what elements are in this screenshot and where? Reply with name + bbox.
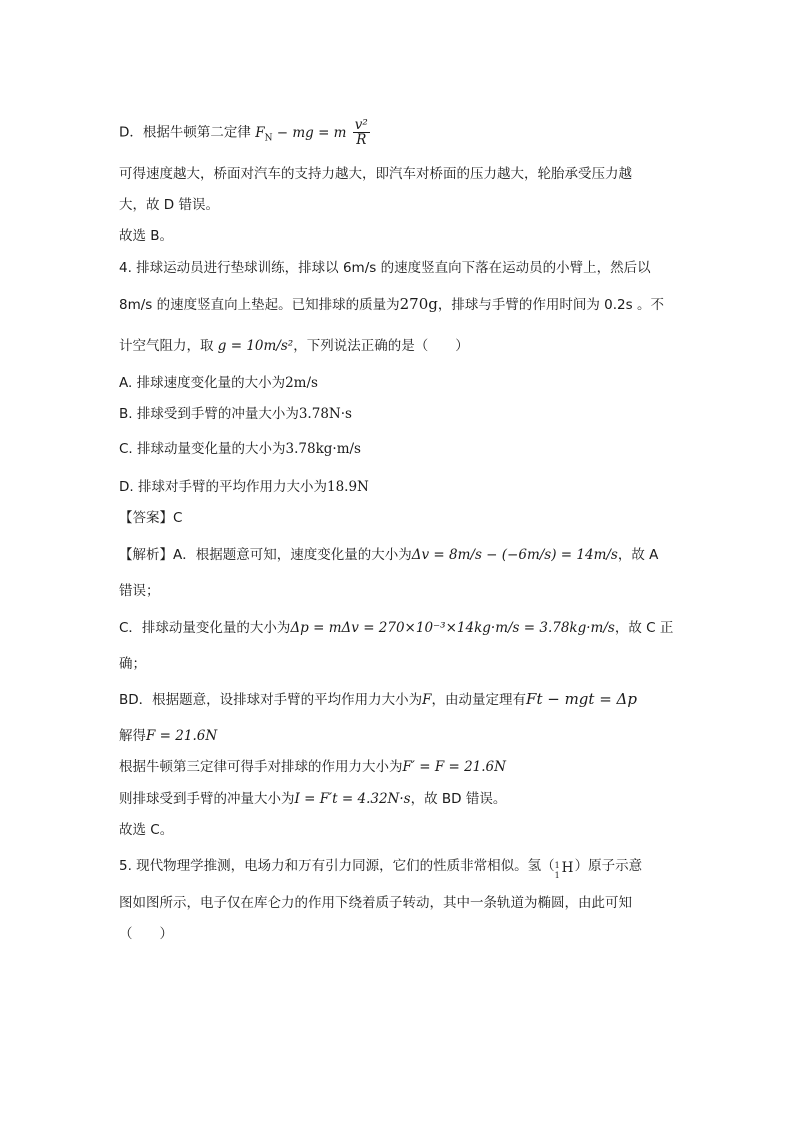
option-d: D. 排球对手臂的平均作用力大小为18.9N bbox=[119, 479, 369, 495]
answer-label: 【答案】C bbox=[119, 510, 183, 526]
question-5-line-2: 图如图所示，电子仅在库仑力的作用下绕着质子转动，其中一条轨道为椭圆，由此可知 bbox=[119, 895, 632, 911]
analysis-line-8: 则排球受到手臂的冲量大小为I = F′t = 4.32N·s，故 BD 错误。 bbox=[119, 791, 507, 807]
question-5-line-3: （ ） bbox=[119, 926, 173, 942]
fraction-v2-over-r: $\frac{\text{v²}}{R}$ bbox=[354, 117, 368, 148]
analysis-line-9: 故选 C。 bbox=[119, 822, 174, 838]
question-4-line-3: 计空气阻力，取 g = 10m/s²，下列说法正确的是（ ） bbox=[119, 338, 469, 354]
text-line: 大，故 D 错误。 bbox=[119, 197, 219, 213]
question-4-line-2: 8m/s 的速度竖直向上垫起。已知排球的质量为270g，排球与手臂的作用时间为 0.2s 。不 bbox=[119, 295, 664, 313]
text-line: 可得速度越大，桥面对汽车的支持力越大，即汽车对桥面的压力越大，轮胎承受压力越 bbox=[119, 166, 632, 182]
question-4-line-1: 4. 排球运动员进行垫球训练，排球以 6m/s 的速度竖直向下落在运动员的小臂上，然后以 bbox=[119, 260, 651, 276]
text-line: 故选 B。 bbox=[119, 228, 174, 244]
analysis-line-2: 错误； bbox=[119, 583, 160, 599]
analysis-line-1: 【解析】A．根据题意可知，速度变化量的大小为Δv = 8m/s − (−6m/s) = 14m/s，故 A bbox=[119, 547, 659, 563]
option-b: B. 排球受到手臂的冲量大小为3.78N·s bbox=[119, 406, 352, 422]
analysis-line-3: C．排球动量变化量的大小为Δp = mΔv = 270×10⁻³×14kg·m/s = 3.78kg·m/s，故 C 正 bbox=[119, 620, 674, 636]
question-5-line-1: 5. 现代物理学推测，电场力和万有引力同源，它们的性质非常相似。氢（ 1 1 H ）原子示意 bbox=[119, 858, 643, 880]
newton-formula: $F_N$ − mg = m bbox=[255, 124, 347, 144]
text: D．根据牛顿第二定律 bbox=[119, 124, 251, 141]
analysis-line-5: BD．根据题意，设排球对手臂的平均作用力大小为F，由动量定理有Ft − mgt = Δp bbox=[119, 690, 637, 708]
analysis-line-4: 确； bbox=[119, 656, 146, 672]
analysis-line-6: 解得F = 21.6N bbox=[119, 728, 218, 744]
analysis-line-7: 根据牛顿第三定律可得手对排球的作用力大小为F′ = F = 21.6N bbox=[119, 759, 506, 775]
option-c: C. 排球动量变化量的大小为3.78kg·m/s bbox=[119, 441, 361, 457]
option-a: A. 排球速度变化量的大小为2m/s bbox=[119, 375, 318, 391]
option-d-explanation bbox=[119, 118, 372, 148]
